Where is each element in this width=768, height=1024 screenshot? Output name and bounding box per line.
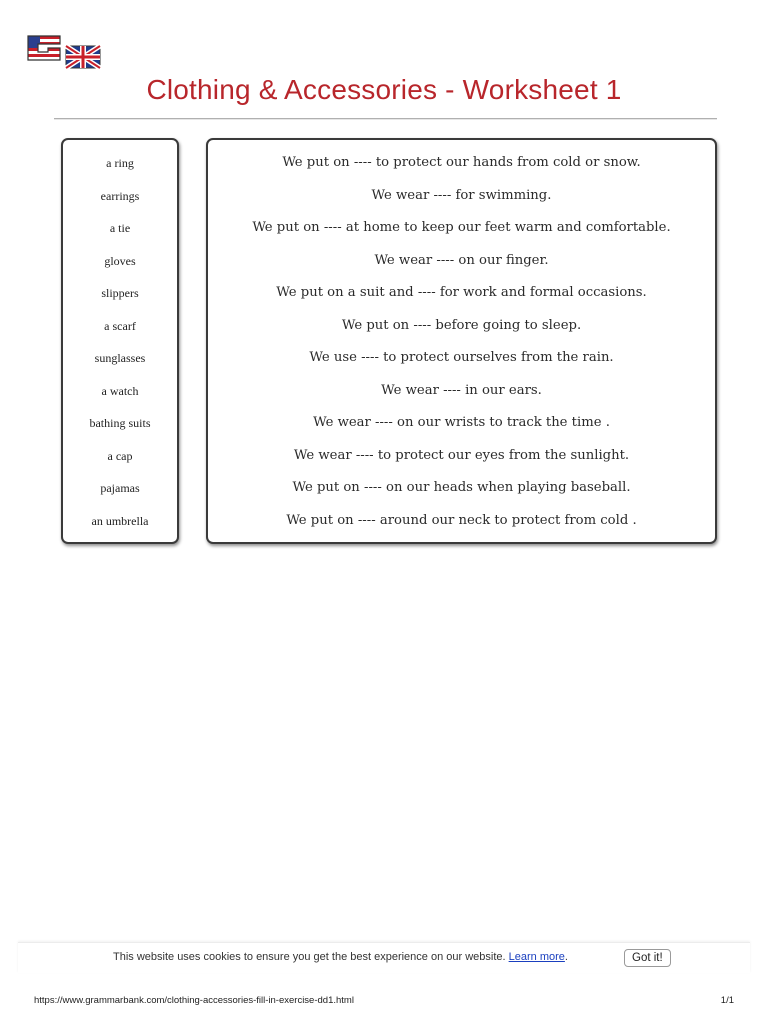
- word-bank-item: a ring: [106, 156, 134, 170]
- sentence-item: We put on ---- on our heads when playing baseball.: [292, 480, 631, 495]
- word-bank-item: slippers: [101, 286, 139, 300]
- grammarbank-flags-logo-icon: [26, 32, 104, 72]
- footer-page-number: 1/1: [720, 995, 734, 1006]
- learn-more-link[interactable]: Learn more: [508, 951, 565, 963]
- sentence-item: We put on ---- at home to keep our feet warm and comfortable.: [252, 220, 671, 235]
- sentence-item: We put on ---- around our neck to protect from cold .: [286, 512, 637, 528]
- word-bank-item: pajamas: [100, 481, 140, 495]
- footer-url: https://www.grammarbank.com/clothing-accessories-fill-in-exercise-dd1.html: [34, 995, 354, 1006]
- got-it-button[interactable]: Got it!: [624, 949, 671, 967]
- cookie-banner: [18, 942, 750, 973]
- word-bank-item: gloves: [104, 253, 136, 268]
- sentences-list: [208, 150, 715, 540]
- page-title: Clothing & Accessories - Worksheet 1: [146, 74, 622, 105]
- sentence-item: We put on ---- before going to sleep.: [341, 317, 582, 333]
- sentence-item: We put on ---- to protect our hands from cold or snow.: [282, 155, 641, 170]
- word-bank-item: a scarf: [104, 318, 136, 333]
- word-bank-item: an umbrella: [91, 513, 149, 528]
- word-bank-item: a watch: [101, 383, 139, 398]
- sentence-item: We wear ---- on our wrists to track the time .: [313, 415, 610, 430]
- sentence-item: We wear ---- to protect our eyes from the sunlight.: [293, 447, 630, 463]
- word-bank-item: sunglasses: [94, 351, 146, 365]
- title-divider: [54, 118, 717, 119]
- word-bank-list: [63, 150, 177, 540]
- word-bank-box: [61, 138, 179, 544]
- sentence-item: We wear ---- for swimming.: [371, 187, 552, 203]
- sentence-item: We wear ---- in our ears.: [381, 382, 542, 398]
- word-bank-item: a cap: [107, 448, 133, 463]
- word-bank-item: earrings: [100, 188, 140, 203]
- cookie-message: This website uses cookies to ensure you get the best experience on our website. Learn more.: [113, 951, 568, 963]
- sentence-item: We put on a suit and ---- for work and formal occasions.: [276, 285, 647, 300]
- word-bank-item: a tie: [109, 221, 131, 235]
- sentences-box: [206, 138, 717, 544]
- sentence-item: We wear ---- on our finger.: [374, 252, 549, 268]
- word-bank-item: bathing suits: [89, 416, 151, 430]
- sentence-item: We use ---- to protect ourselves from the rain.: [309, 350, 614, 365]
